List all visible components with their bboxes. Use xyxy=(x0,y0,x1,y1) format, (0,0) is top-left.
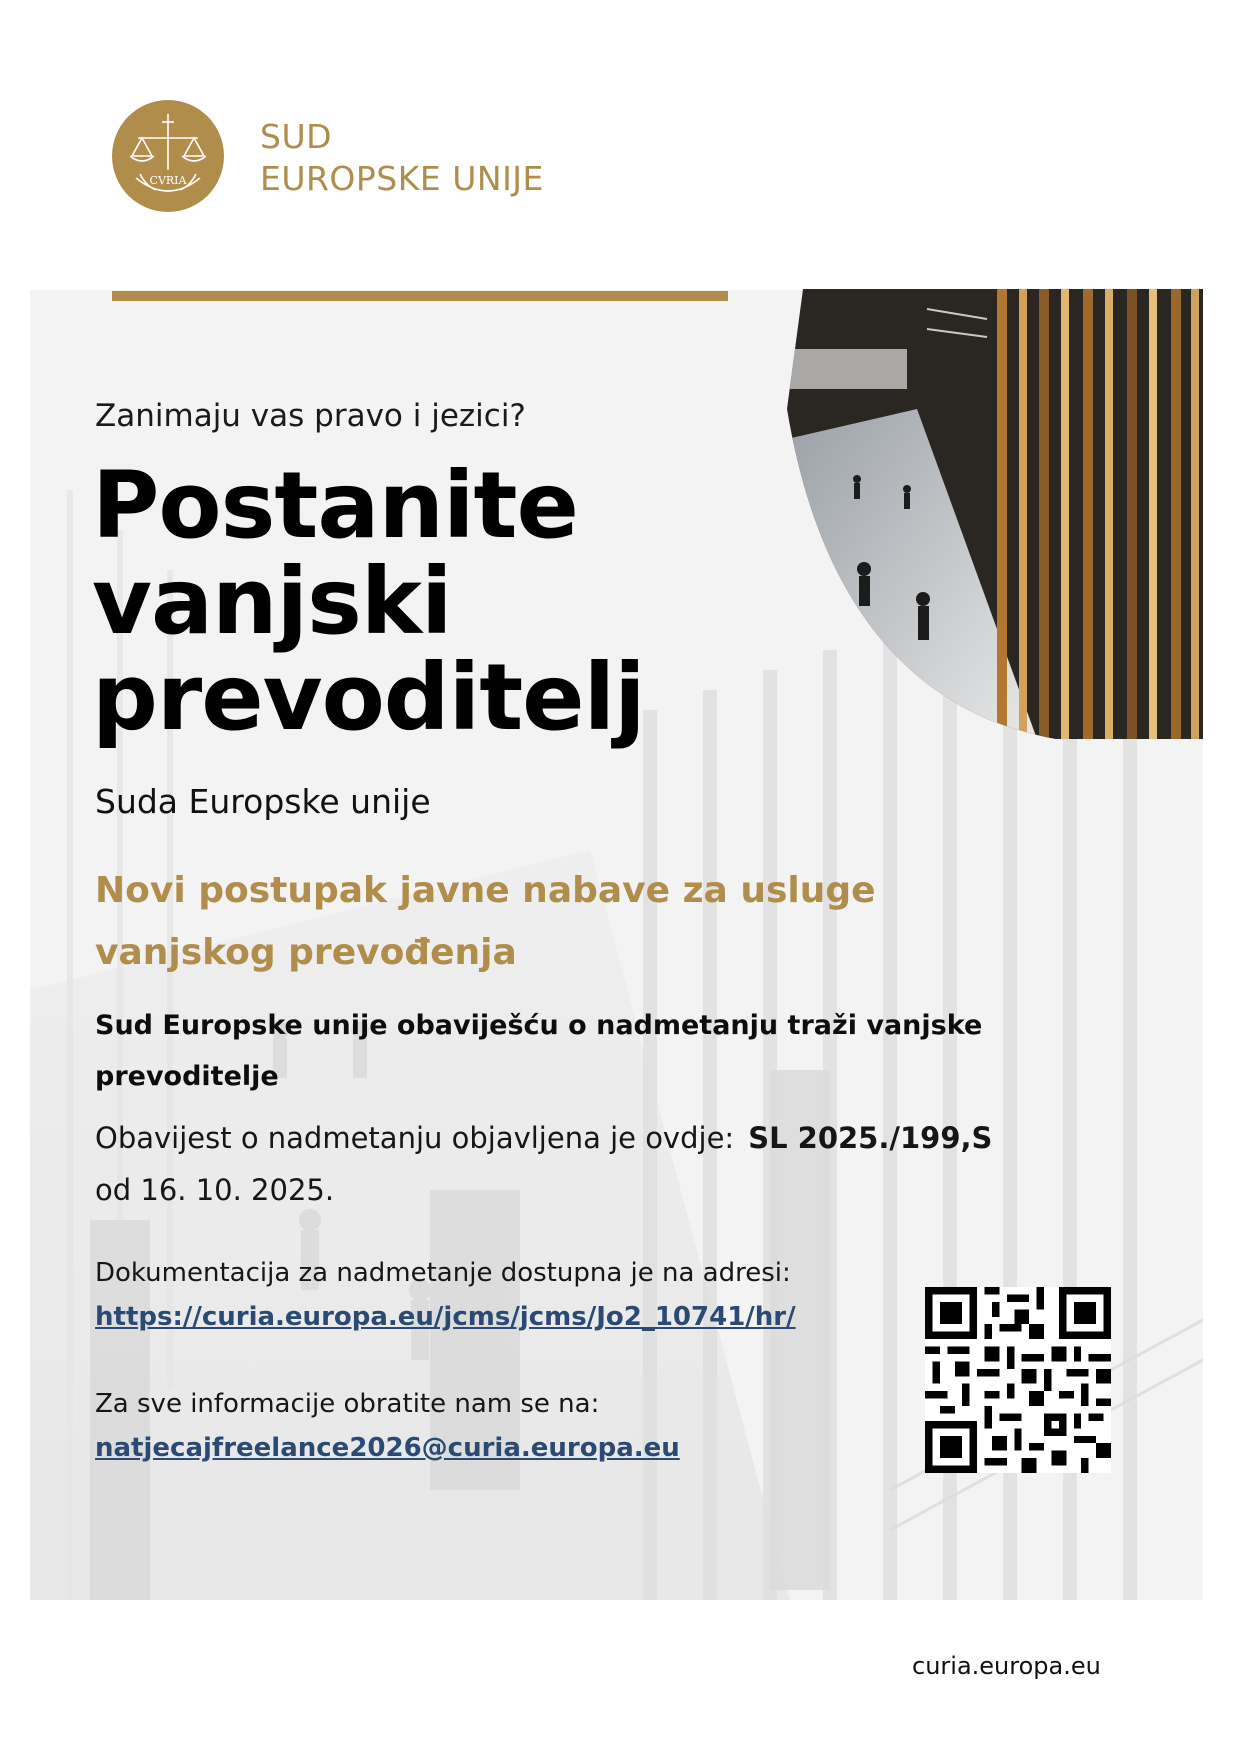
kicker-question: Zanimaju vas pravo i jezici? xyxy=(95,398,526,434)
court-logo xyxy=(112,100,224,212)
info-label: Za sve informacije obratite nam se na: xyxy=(95,1389,600,1419)
notice-text: Obavijest o nadmetanju objavljena je ovdje: xyxy=(95,1121,735,1155)
notice-reference: SL 2025./199,S xyxy=(748,1121,993,1155)
procedure-title: Novi postupak javne nabave za usluge vanjskog prevođenja xyxy=(95,870,876,973)
logo-text: CVRIA xyxy=(149,174,187,187)
headline-line-2: vanjski xyxy=(92,548,452,655)
qr-code[interactable] xyxy=(925,1287,1111,1473)
footer-website[interactable]: curia.europa.eu xyxy=(912,1652,1101,1680)
docs-label: Dokumentacija za nadmetanje dostupna je na adresi: xyxy=(95,1258,791,1288)
notice-block xyxy=(95,1112,1085,1216)
org-name-line1: SUD xyxy=(260,117,333,156)
headline-line-3: prevoditelj xyxy=(92,644,645,751)
org-name xyxy=(260,116,544,200)
headline-line-1: Postanite xyxy=(92,452,578,559)
call-text: Sud Europske unije obaviješću o nadmetanju traži vanjske prevoditelje xyxy=(95,1010,983,1092)
page-title xyxy=(92,452,645,751)
notice-date: od 16. 10. 2025. xyxy=(95,1173,335,1207)
subheadline: Suda Europske unije xyxy=(95,782,431,821)
org-name-line2: EUROPSKE UNIJE xyxy=(260,159,544,198)
email-link[interactable]: natjecajfreelance2026@curia.europa.eu xyxy=(95,1433,680,1463)
hallway-photo xyxy=(787,289,1203,739)
gold-accent-bar xyxy=(112,291,728,301)
header xyxy=(112,100,712,212)
docs-link[interactable]: https://curia.europa.eu/jcms/jcms/Jo2_10741/hr/ xyxy=(95,1302,796,1332)
